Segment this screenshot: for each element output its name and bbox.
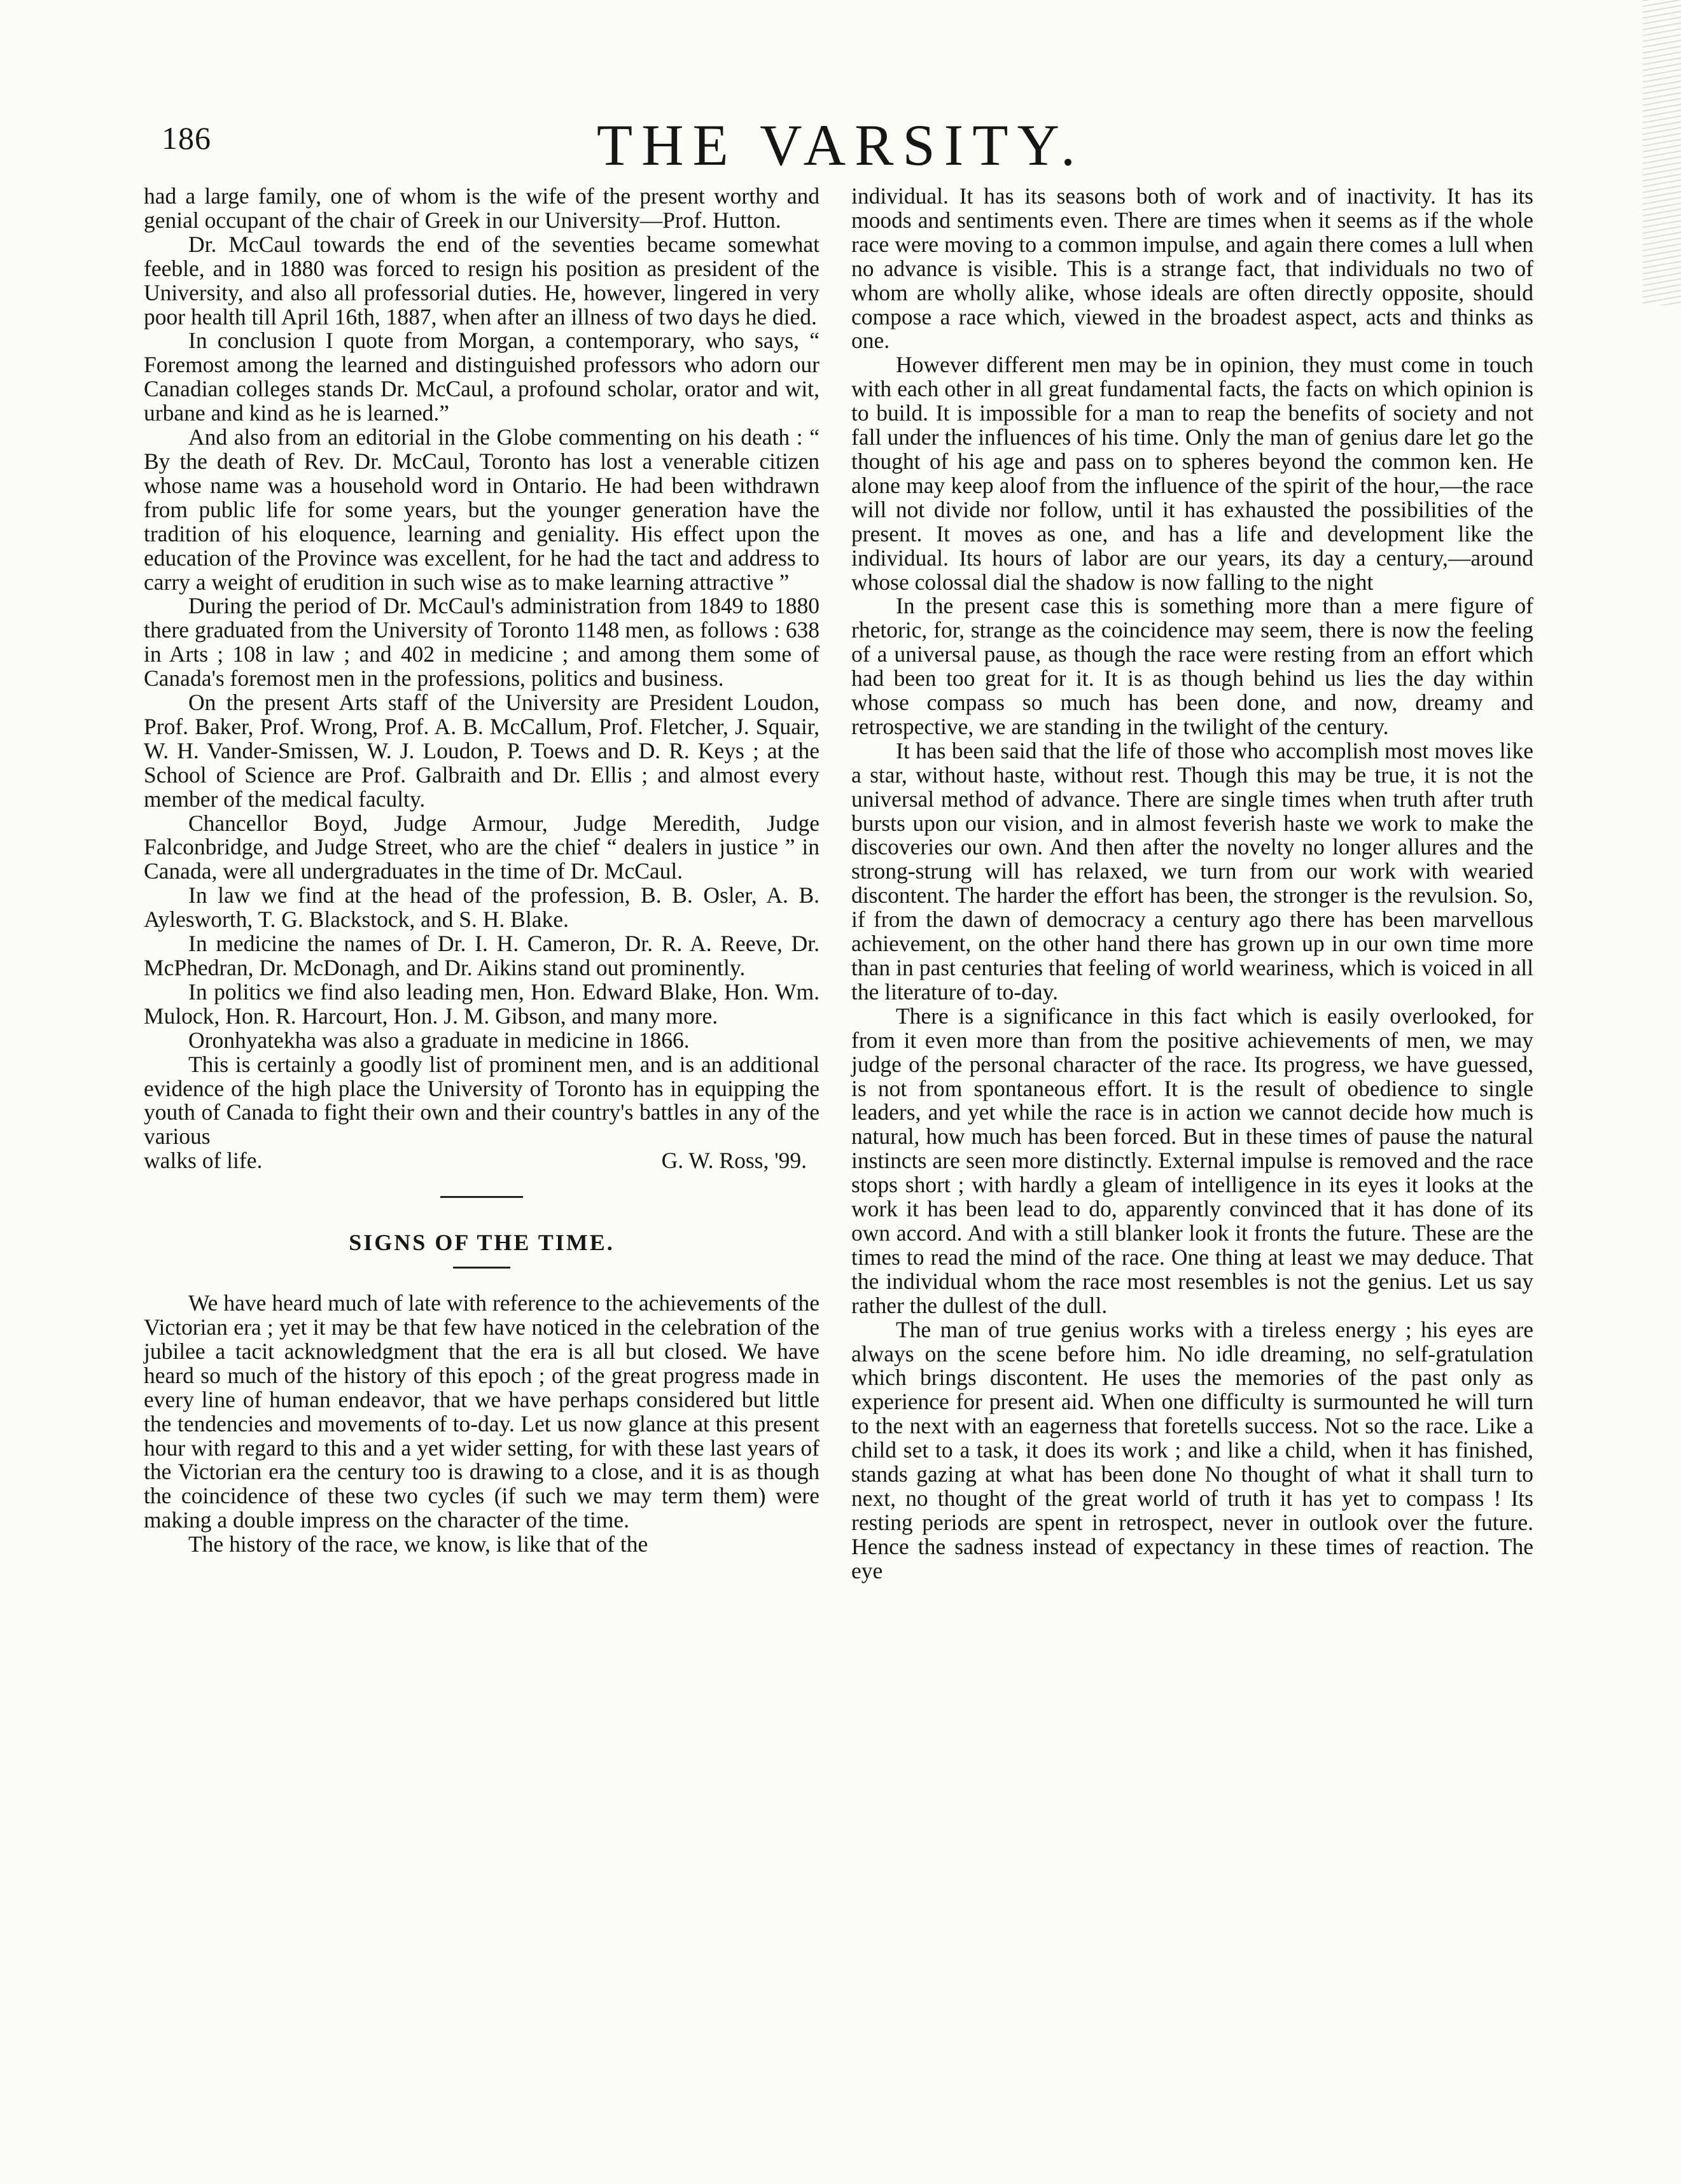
page-number: 186 xyxy=(162,120,211,156)
closing-text: walks of life. xyxy=(144,1148,263,1174)
paragraph: During the period of Dr. McCaul's administration from 1849 to 1880 there graduated from the University of Toronto 1148 men, as follows : 638 in Arts ; 108 in law ; and 402 in medicine ; and among them some of Canada's foremost men in the professions, politics and business. xyxy=(144,593,820,692)
paragraph: Chancellor Boyd, Judge Armour, Judge Meredith, Judge Falconbridge, and Judge Street, who are the chief “ dealers in justice ” in Canada, were all undergraduates in the time of Dr. McCaul. xyxy=(144,810,820,884)
paragraph: The history of the race, we know, is like that of the xyxy=(188,1531,648,1557)
section-title: SIGNS OF THE TIME. xyxy=(349,1230,615,1256)
paragraph: We have heard much of late with reference to the achievements of the Victorian era ; yet it may be that few have noticed in the celebration of the jubilee a tacit acknowledgment that the era is all but closed. We have heard so much of the history of this epoch ; of the great progress made in every line of human endeavor, that we have perhaps considered but little the tendencies and movements of to-day. Let us now glance at this present hour with regard to this and a yet wider setting, for with these last years of the Victorian era the century too is drawing to a close, and it is as though the coincidence of these two cycles (if such we may term them) were making a double impress on the character of the time. xyxy=(144,1290,820,1533)
paragraph: In politics we find also leading men, Hon. Edward Blake, Hon. Wm. Mulock, Hon. R. Harcourt, Hon. J. M. Gibson, and many more. xyxy=(144,978,820,1029)
right-column xyxy=(851,184,1533,1583)
paragraph: Dr. McCaul towards the end of the seventies became somewhat feeble, and in 1880 was forced to resign his position as president of the University, and also all professorial duties. He, however, lingered in very poor health till April 16th, 1887, when after an illness of two days he died. xyxy=(144,231,820,330)
paragraph: individual. It has its seasons both of work and of inactivity. It has its moods and sentiments even. There are times when it seems as if the whole race were moving to a common impulse, and again there comes a lull when no advance is visible. This is a strange fact, that individuals no two of whom are wholly alike, whose ideals are often directly opposite, should compose a race which, viewed in the broadest aspect, acts and thinks as one. xyxy=(851,183,1533,354)
paragraph: On the present Arts staff of the University are President Loudon, Prof. Baker, Prof. Wrong, Prof. A. B. McCallum, Prof. Fletcher, J. Squair, W. H. Vander-Smissen, W. J. Loudon, P. Toews and D. R. Keys ; at the School of Science are Prof. Galbraith and Dr. Ellis ; and almost every member of the medical faculty. xyxy=(144,690,820,812)
paragraph: In conclusion I quote from Morgan, a contemporary, who says, “ Foremost among the learned and distinguished professors who adorn our Canadian colleges stands Dr. McCaul, a profound scholar, orator and wit, urbane and kind as he is learned.” xyxy=(144,328,820,426)
paragraph: However different men may be in opinion, they must come in touch with each other in all great fundamental facts, the facts on which opinion is to build. It is impossible for a man to reap the benefits of society and not fall under the influences of his time. Only the man of genius dare let go the thought of his age and pass on to spheres beyond the common ken. He alone may keep aloof from the influence of the spirit of the hour,—the race will not divide nor follow, until it has exhausted the possibilities of the present. It moves as one, and has a life and development like the individual. Its hours of labor are our years, its day a century,—around whose colossal dial the shadow is now falling to the night xyxy=(851,352,1533,595)
paragraph: Oronhyatekha was also a graduate in medicine in 1866. xyxy=(188,1027,690,1053)
title-underline xyxy=(453,1267,510,1269)
signature-line xyxy=(144,1149,820,1173)
section-divider xyxy=(440,1196,523,1198)
paragraph: In medicine the names of Dr. I. H. Cameron, Dr. R. A. Reeve, Dr. McPhedran, Dr. McDonagh, and Dr. Aikins stand out prominently. xyxy=(144,931,820,980)
paragraph: This is certainly a goodly list of prominent men, and is an additional evidence of the high place the University of Toronto has in equipping the youth of Canada to fight their own and their country's battles in any of the various xyxy=(144,1051,820,1150)
paragraph: It has been said that the life of those who accomplish most moves like a star, without haste, without rest. Though this may be true, it is not the universal method of advance. There are single times when truth after truth bursts upon our vision, and in almost feverish haste we work to make the discoveries our own. And then after the novelty no longer allures and the strong-strung will has relaxed, we turn from our work with wearied discontent. The harder the effort has been, the stronger is the revulsion. So, if from the dawn of democracy a century ago there has been marvellous achievement, on the other hand there has grown up in our own time more than in past centuries that feeling of world weariness, which is voiced in all the literature of to-day. xyxy=(851,737,1533,1005)
paragraph: The man of true genius works with a tireless energy ; his eyes are always on the scene before him. No idle dreaming, no self-gratulation which brings discontent. He uses the memories of the past only as experience for present aid. When one difficulty is surmounted he will turn to the next with an eagerness that foretells success. Not so the race. Like a child set to a task, it does its work ; and like a child, when it has finished, stands gazing at what has been done No thought of what it shall turn to next, no thought of the great world of truth it has yet to compass ! Its resting periods are spent in retrospect, never in outlook over the future. Hence the sadness instead of expectancy in these times of reaction. The eye xyxy=(851,1316,1533,1583)
left-column xyxy=(144,184,820,1557)
paragraph: had a large family, one of whom is the wife of the present worthy and genial occupant of the chair of Greek in our University—Prof. Hutton. xyxy=(144,183,820,233)
paragraph: And also from an editorial in the Globe commenting on his death : “ By the death of Rev. Dr. McCaul, Toronto has lost a venerable citizen whose name was a household word in Ontario. He had been withdrawn from public life for some years, but the younger generation have the tradition of his eloquence, learning and geniality. His effect upon the education of the Province was excellent, for he had the tact and address to carry a weight of erudition in such wise as to make learning attractive ” xyxy=(144,424,820,595)
paragraph: In law we find at the head of the profession, B. B. Osler, A. B. Aylesworth, T. G. Blackstock, and S. H. Blake. xyxy=(144,882,820,933)
paragraph: In the present case this is something more than a mere figure of rhetoric, for, strange as the coincidence may seem, there is now the feeling of a universal pause, as though the race were resting from an effort which had been too great for it. It is as though behind us lies the day within whose compass so much has been done, and now, dreamy and retrospective, we are standing in the twilight of the century. xyxy=(851,593,1533,739)
paragraph: There is a significance in this fact which is easily overlooked, for from it even more than from the positive achievements of men, we may judge of the personal character of the race. Its progress, we have guessed, is not from spontaneous effort. It is the result of obedience to single leaders, and yet while the race is in action we cannot decide how much is natural, how much has been forced. But in these times of pause the natural instincts are seen more distinctly. External impulse is removed and the race stops short ; with hardly a gleam of intelligence in its eyes it looks at the work it has been lead to do, apparently convinced that it has done of its own accord. And with a still blanker look it fronts the future. These are the times to read the mind of the race. One thing at least we may deduce. That the individual whom the race most resembles is not the genius. Let us say rather the dullest of the dull. xyxy=(851,1003,1533,1318)
masthead-title: THE VARSITY. xyxy=(596,113,1085,177)
author-signature: G. W. Ross, '99. xyxy=(661,1148,807,1174)
